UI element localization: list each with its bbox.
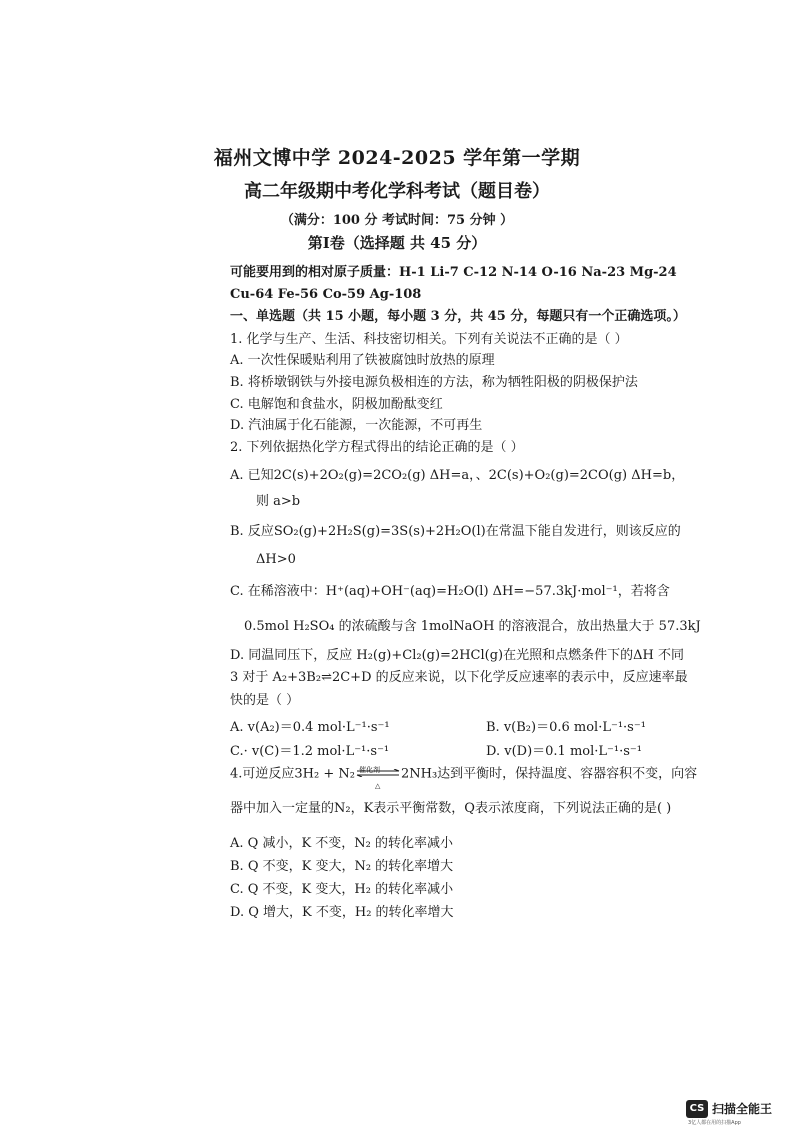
- q4-option-b: B. Q 不变，K 变大，N₂ 的转化率增大: [230, 859, 454, 874]
- atomic-masses-line2: Cu-64 Fe-56 Co-59 Ag-108: [230, 287, 422, 302]
- q3-option-a: A. v(A₂)＝0.4 mol·L⁻¹·s⁻¹: [230, 720, 390, 735]
- q2-option-b-line1: B. 反应SO₂(g)+2H₂S(g)=3S(s)+2H₂O(l)在常温下能自发进行，则该反应的: [230, 524, 681, 539]
- q2-option-a-line2: 则 a>b: [256, 494, 301, 509]
- q3-options: [230, 716, 690, 760]
- camscanner-brand: 扫描全能王: [712, 1102, 773, 1116]
- q3-option-c: C.· v(C)＝1.2 mol·L⁻¹·s⁻¹: [230, 744, 390, 759]
- q4-stem-line1: [230, 766, 698, 790]
- arrow-condition-heat: △: [374, 782, 381, 790]
- q4-stem-pre: 4.可逆反应3H₂ + N₂: [230, 766, 355, 782]
- section-heading: 一、单选题（共 15 小题，每小题 3 分，共 45 分，每题只有一个正确选项。）: [230, 309, 686, 324]
- q2-option-b-line2: ΔH>0: [256, 552, 296, 567]
- q4-option-c: C. Q 不变，K 变大，H₂ 的转化率减小: [230, 882, 454, 897]
- q1-option-b: B. 将桥墩钢铁与外接电源负极相连的方法，称为牺牲阳极的阴极保护法: [230, 375, 638, 390]
- exam-subject-title: 高二年级期中考化学科考试（题目卷）: [244, 181, 550, 202]
- exam-score-time: （满分：100 分 考试时间：75 分钟 ）: [280, 213, 514, 228]
- q3-option-d: D. v(D)＝0.1 mol·L⁻¹·s⁻¹: [486, 744, 642, 759]
- q2-option-c-line1: C. 在稀溶液中：H⁺(aq)+OH⁻(aq)=H₂O(l) ΔH=−57.3kJ·mol⁻¹，若将含: [230, 584, 670, 599]
- q4-option-a: A. Q 减小，K 不变，N₂ 的转化率减小: [230, 836, 454, 851]
- q3-stem-line1: 3 对于 A₂+3B₂⇌2C+D 的反应来说，以下化学反应速率的表示中，反应速率最: [230, 670, 688, 685]
- q3-option-b: B. v(B₂)＝0.6 mol·L⁻¹·s⁻¹: [486, 720, 646, 735]
- equilibrium-arrow-icon: [355, 766, 401, 790]
- q2-stem: 2. 下列依据热化学方程式得出的结论正确的是（ ）: [230, 440, 524, 455]
- q1-option-c: C. 电解饱和食盐水，阴极加酚酞变红: [230, 397, 443, 412]
- q1-option-a: A. 一次性保暖贴利用了铁被腐蚀时放热的原理: [230, 353, 495, 368]
- arrow-condition-catalyst: 催化剂: [358, 766, 380, 774]
- q4-stem-post: 2NH₃达到平衡时，保持温度、容器容积不变，向容: [400, 766, 698, 782]
- camscanner-logo: CS: [686, 1100, 708, 1118]
- q4-stem-line2: 器中加入一定量的N₂，K表示平衡常数，Q表示浓度商，下列说法正确的是( ): [230, 801, 672, 816]
- q3-stem-line2: 快的是（ ）: [230, 693, 300, 708]
- atomic-masses-line1: 可能要用到的相对原子质量：H-1 Li-7 C-12 N-14 O-16 Na-23 Mg-24: [230, 265, 677, 280]
- q2-option-a-line1: A. 已知2C(s)+2O₂(g)=2CO₂(g) ΔH=a，、2C(s)+O₂(g)=2CO(g) ΔH=b，: [230, 468, 685, 483]
- q4-option-d: D. Q 增大，K 不变，H₂ 的转化率增大: [230, 905, 454, 920]
- q2-option-d: D. 同温同压下，反应 H₂(g)+Cl₂(g)=2HCl(g)在光照和点燃条件下的ΔH 不同: [230, 648, 684, 663]
- q2-option-c-line2: 0.5mol H₂SO₄ 的浓硫酸与含 1molNaOH 的溶液混合，放出热量大于 57.3kJ: [244, 619, 701, 634]
- q1-stem: 1. 化学与生产、生活、科技密切相关。下列有关说法不正确的是（ ）: [230, 332, 628, 347]
- exam-school-title: 福州文博中学 2024-2025 学年第一学期: [213, 147, 581, 169]
- camscanner-tagline: 3亿人都在用的扫描App: [688, 1120, 741, 1126]
- exam-part-title: 第Ⅰ卷（选择题 共 45 分）: [307, 234, 487, 252]
- q1-option-d: D. 汽油属于化石能源，一次能源，不可再生: [230, 418, 483, 433]
